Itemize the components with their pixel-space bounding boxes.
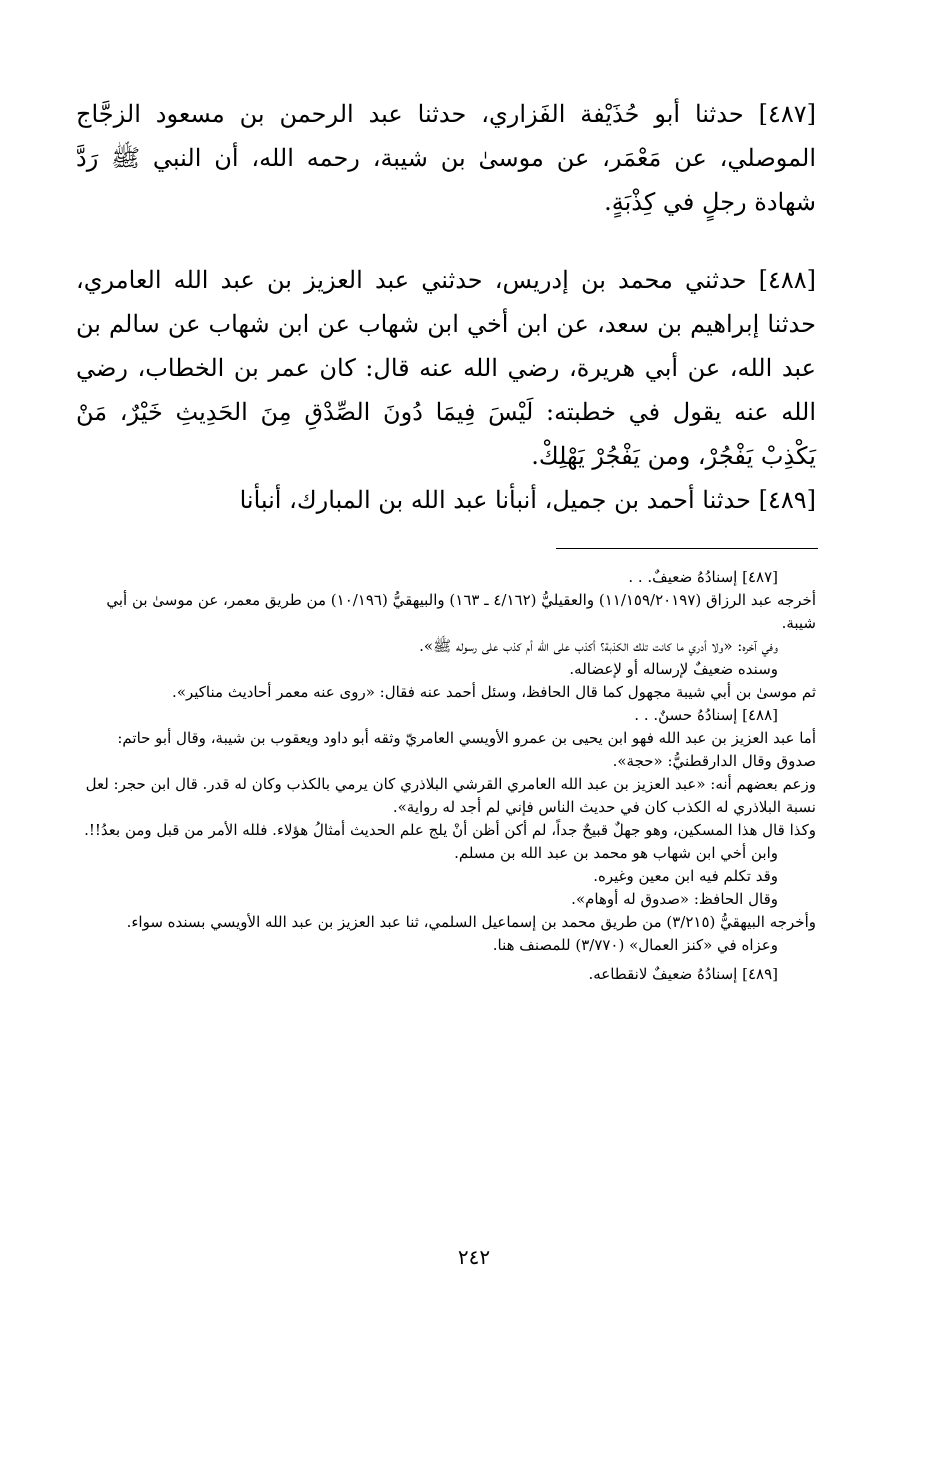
footnote-line: وفي آخره: «ولا أدري ما كانت تلك الكذبة؟ أكذب على الله أم كذب على رسوله ﷺ». [419, 637, 778, 655]
footnote-separator [556, 548, 818, 549]
footnote-line: وابن أخي ابن شهاب هو محمد بن عبد الله بن مسلم. [454, 844, 778, 862]
footnote-line: وأخرجه البيهقيُّ (٣/٢١٥) من طريق محمد بن إسماعيل السلمي، ثنا عبد العزيز بن عبد الله الأويسي بسنده سواء. [126, 913, 816, 931]
footnote-line: [٤٨٧] إسنادُهُ ضعيفٌ. . . [628, 568, 778, 586]
hadith-paragraph-489 [76, 478, 816, 522]
hadith-number: [٤٨٧] [758, 100, 816, 128]
footnote-line: [٤٨٨] إسنادُهُ حسنٌ. . . [634, 706, 778, 724]
hadith-number: [٤٨٩] [758, 486, 816, 514]
footnote-line: وقد تكلم فيه ابن معين وغيره. [593, 867, 778, 885]
footnote-line: وعزاه في «كنز العمال» (٣/٧٧٠) للمصنف هنا. [492, 936, 778, 954]
page-number: ٢٤٢ [457, 1245, 491, 1269]
hadith-text: حدثني محمد بن إدريس، حدثني عبد العزيز بن عبد الله العامري، حدثنا إبراهيم بن سعد، عن ابن أخي ابن شهاب عن ابن شهاب عن سالم بن عبد الله، عن أبي هريرة، رضي الله عنه قال: كان عمر بن الخطاب، رضي الله عنه يقول في خطبته: لَيْسَ فِيمَا دُونَ الصِّدْقِ مِنَ الحَدِيثِ خَيْرٌ، مَنْ يَكْذِبْ يَفْجُرْ، ومن يَفْجُرْ يَهْلِكْ. [76, 266, 816, 470]
hadith-number: [٤٨٨] [758, 266, 816, 294]
footnote-line: ثم موسىٰ بن أبي شيبة مجهول كما قال الحافظ، وسئل أحمد عنه فقال: «روى عنه معمر أحاديث مناكير». [172, 683, 816, 701]
hadith-paragraph-487 [76, 92, 816, 224]
footnote-line: [٤٨٩] إسنادُهُ ضعيفٌ لانقطاعه. [588, 965, 778, 983]
footnote-line: وزعم بعضهم أنه: «عبد العزيز بن عبد الله العامري القرشي البلاذري كان يرمي بالكذب وكان له قدر. قال ابن حجر: لعل نسبة البلاذري له الكذب كان في حديث الناس فإني لم أجد له رواية». [85, 775, 816, 816]
footnote-line: أخرجه عبد الرزاق (١١/١٥٩/٢٠١٩٧) والعقيليُّ (٤/١٦٢ ـ ١٦٣) والبيهقيُّ (١٠/١٩٦) من طريق معمر، عن موسىٰ بن أبي شيبة. [106, 591, 816, 632]
footnote-line: وكذا قال هذا المسكين، وهو جهلٌ قبيحٌ جداً، لم أكن أظن أنْ يلج علم الحديث أمثالُ هؤلاء. فلله الأمر من قبل ومن بعدُ!!. [84, 821, 816, 839]
footnote-line: أما عبد العزيز بن عبد الله فهو ابن يحيى بن عمرو الأويسي العامريّ وثقه أبو داود ويعقوب بن شيبة، وقال أبو حاتم: صدوق وقال الدارقطنيُّ: «حجة». [117, 729, 816, 770]
hadith-text: حدثنا أحمد بن جميل، أنبأنا عبد الله بن المبارك، أنبأنا [239, 486, 751, 514]
footnote-line: وقال الحافظ: «صدوق له أوهام». [571, 890, 778, 908]
hadith-paragraph-488 [76, 258, 816, 478]
hadith-text: حدثنا أبو حُذَيْفة الفَزاري، حدثنا عبد الرحمن بن مسعود الزجَّاج الموصلي، عن مَعْمَر، عن موسىٰ بن شيبة، رحمه الله، أن النبي ﷺ رَدَّ شهادة رجلٍ في كِذْبَةٍ. [76, 100, 816, 216]
footnote-line: وسنده ضعيفٌ لإرساله أو لإعضاله. [569, 660, 778, 678]
footnotes [76, 566, 816, 986]
